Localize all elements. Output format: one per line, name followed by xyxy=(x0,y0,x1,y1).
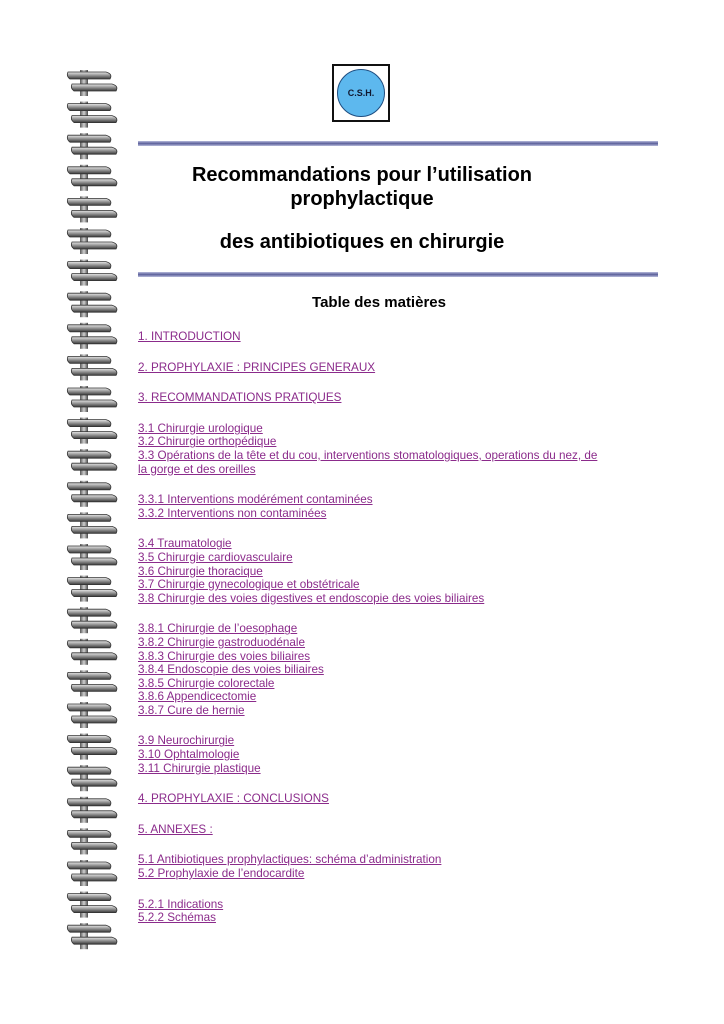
binding-coil xyxy=(67,923,117,949)
toc-group xyxy=(138,493,598,520)
binding-coil xyxy=(67,734,117,760)
binding-coil xyxy=(67,196,117,222)
toc-link[interactable]: 4. PROPHYLAXIE : CONCLUSIONS xyxy=(138,792,329,806)
toc-link[interactable]: 3.8.6 Appendicectomie xyxy=(138,690,257,704)
document-title-line-2: prophylactique xyxy=(290,188,434,210)
toc-group xyxy=(138,734,598,775)
toc-group xyxy=(138,792,598,806)
toc-link[interactable]: 2. PROPHYLAXIE : PRINCIPES GENERAUX xyxy=(138,360,376,374)
toc-group xyxy=(138,898,598,925)
binding-coil xyxy=(67,449,117,475)
toc-link[interactable]: 5.1 Antibiotiques prophylactiques: schéma d’administration xyxy=(138,853,442,867)
toc-group xyxy=(138,537,598,605)
toc-group xyxy=(138,422,598,476)
toc-link[interactable]: 3.8 Chirurgie des voies digestives et endoscopie des voies biliaires xyxy=(138,591,485,605)
binding-coil xyxy=(67,765,117,791)
toc-link[interactable]: 3.8.4 Endoscopie des voies biliaires xyxy=(138,663,324,677)
binding-coil xyxy=(67,386,117,412)
binding-coil xyxy=(67,828,117,854)
toc-group xyxy=(138,622,598,717)
binding-coil xyxy=(67,165,117,191)
toc-link[interactable]: 3.9 Neurochirurgie xyxy=(138,734,235,748)
binding-coil xyxy=(67,323,117,349)
binding-coil xyxy=(67,102,117,128)
binding-coil xyxy=(67,260,117,286)
toc-link[interactable]: 3.3.2 Interventions non contaminées xyxy=(138,506,327,520)
toc-group xyxy=(138,853,598,880)
toc-link[interactable]: 5. ANNEXES : xyxy=(138,822,213,836)
toc-link[interactable]: 3.8.7 Cure de hernie xyxy=(138,703,245,717)
toc-group xyxy=(138,391,598,405)
binding-coil xyxy=(67,576,117,602)
binding-coil xyxy=(67,860,117,886)
toc-link[interactable]: 3.8.5 Chirurgie colorectale xyxy=(138,676,275,690)
toc-group xyxy=(138,361,598,375)
toc-heading: Table des matières xyxy=(312,294,446,311)
binding-coil xyxy=(67,607,117,633)
toc-link[interactable]: 3.11 Chirurgie plastique xyxy=(138,761,261,775)
toc-link[interactable]: 3.10 Ophtalmologie xyxy=(138,748,240,762)
toc-group xyxy=(138,330,598,344)
toc-link[interactable]: 3.8.2 Chirurgie gastroduodénale xyxy=(138,635,305,649)
toc-link[interactable]: 3.4 Traumatologie xyxy=(138,537,232,551)
csh-logo xyxy=(332,64,390,122)
binding-coil xyxy=(67,133,117,159)
toc-link[interactable]: 3.1 Chirurgie urologique xyxy=(138,421,263,435)
toc-link[interactable]: 3.3.1 Interventions modérément contaminées xyxy=(138,493,373,507)
binding-coil xyxy=(67,797,117,823)
toc-link[interactable]: 3.3 Opérations de la tête et du cou, interventions stomatologiques, operations du nez, de la gorge et des oreilles xyxy=(138,448,598,476)
toc-link[interactable]: 3.5 Chirurgie cardiovasculaire xyxy=(138,550,293,564)
binding-coil xyxy=(67,70,117,96)
binding-coil xyxy=(67,639,117,665)
toc-link[interactable]: 3.2 Chirurgie orthopédique xyxy=(138,435,277,449)
spiral-binding xyxy=(66,62,122,962)
toc-link[interactable]: 5.2 Prophylaxie de l’endocardite xyxy=(138,867,305,881)
binding-coil xyxy=(67,544,117,570)
binding-coil xyxy=(67,291,117,317)
document-title-line-3: des antibiotiques en chirurgie xyxy=(219,231,505,253)
toc-link[interactable]: 1. INTRODUCTION xyxy=(138,330,241,343)
binding-coil xyxy=(67,418,117,444)
binding-coil xyxy=(67,481,117,507)
binding-coil xyxy=(67,892,117,918)
binding-coil xyxy=(67,228,117,254)
binding-coil xyxy=(67,702,117,728)
toc-link[interactable]: 5.2.1 Indications xyxy=(138,897,224,911)
toc-link[interactable]: 3.8.1 Chirurgie de l’oesophage xyxy=(138,622,298,636)
toc-link[interactable]: 3.8.3 Chirurgie des voies biliaires xyxy=(138,649,311,663)
csh-logo-badge: C.S.H. xyxy=(337,69,385,117)
table-of-contents xyxy=(138,330,598,942)
toc-link[interactable]: 3.6 Chirurgie thoracique xyxy=(138,564,263,578)
toc-link[interactable]: 3.7 Chirurgie gynecologique et obstétricale xyxy=(138,578,360,592)
binding-coil xyxy=(67,512,117,538)
binding-coil xyxy=(67,354,117,380)
header-rule-top xyxy=(138,141,658,146)
toc-group xyxy=(138,823,598,837)
header-rule-bottom xyxy=(138,272,658,277)
document-title-line-1: Recommandations pour l’utilisation xyxy=(191,164,533,186)
toc-link[interactable]: 3. RECOMMANDATIONS PRATIQUES xyxy=(138,391,342,405)
binding-coil xyxy=(67,670,117,696)
toc-link[interactable]: 5.2.2 Schémas xyxy=(138,911,216,925)
